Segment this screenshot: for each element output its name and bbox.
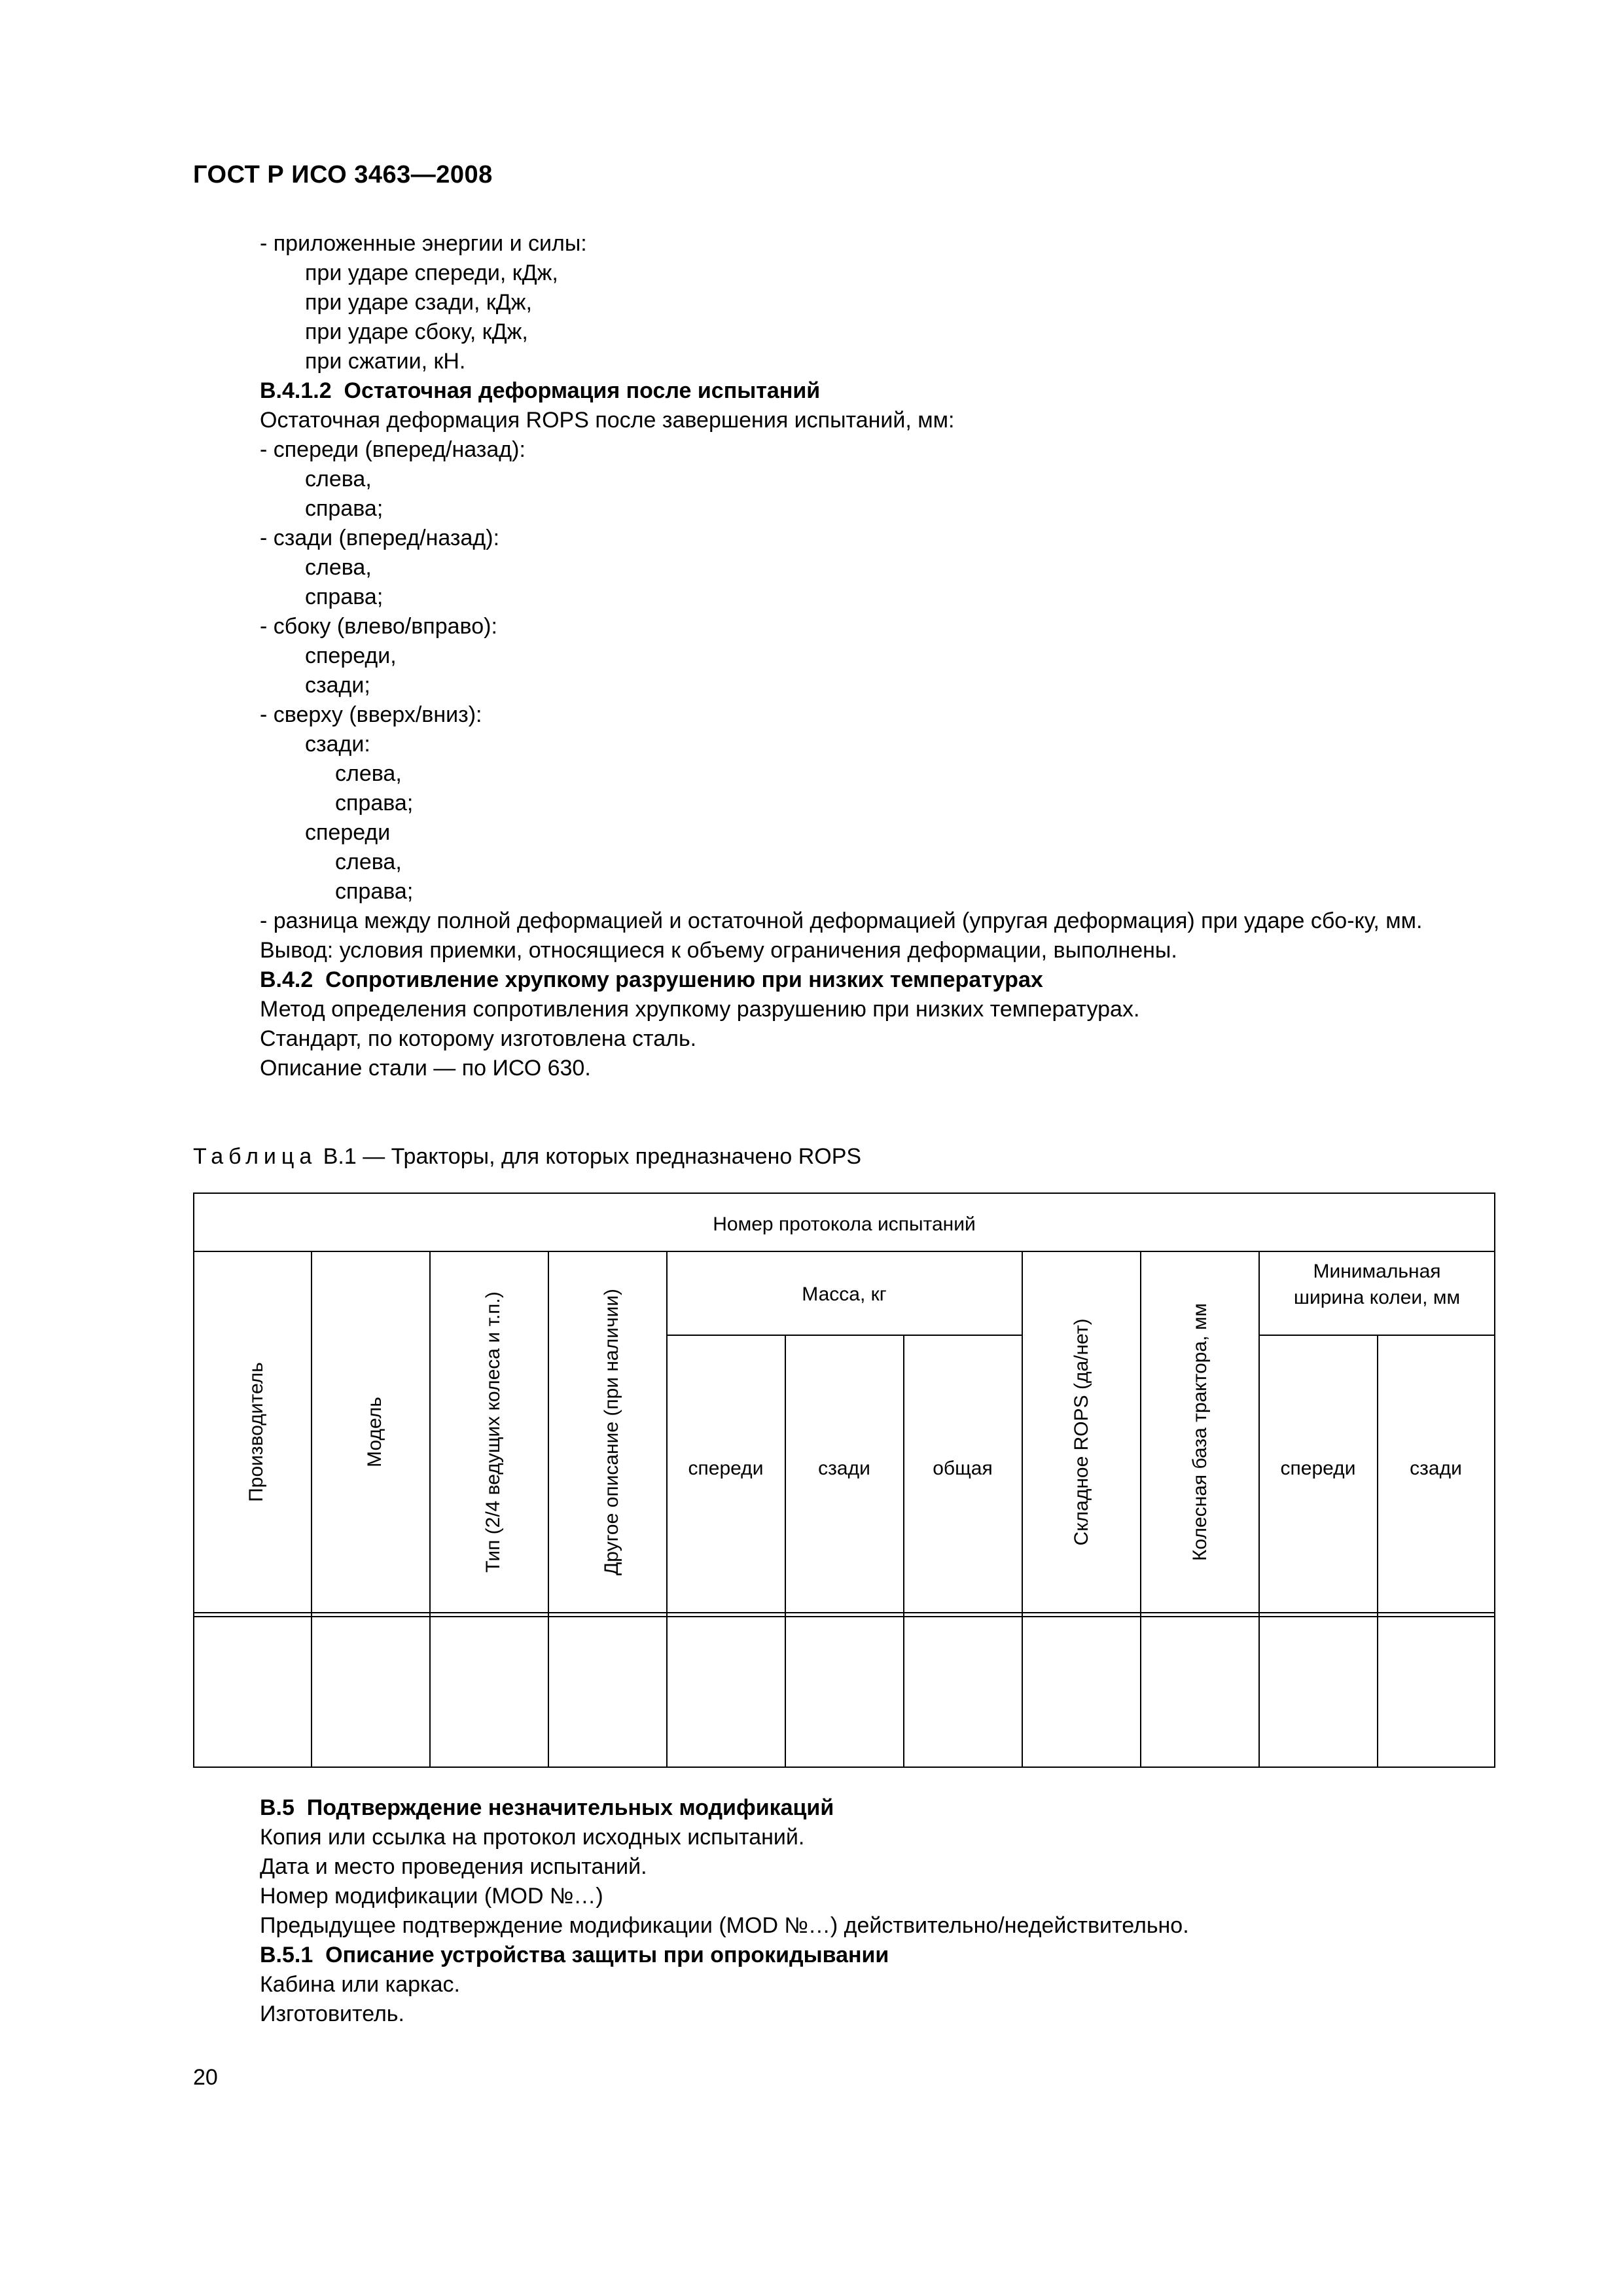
b5-copy: Копия или ссылка на протокол исходных испытаний.: [260, 1825, 805, 1850]
col-model: Модель: [364, 1397, 385, 1467]
energy-side: при ударе сбоку, кДж,: [305, 319, 528, 344]
energy-compression: при сжатии, кН.: [305, 349, 466, 374]
top-rear-left: слева,: [335, 761, 402, 786]
energies-intro: - приложенные энергии и силы:: [260, 231, 587, 256]
col-folding-rops: Складное ROPS (да/нет): [1071, 1318, 1092, 1546]
section-heading-b51: В.5.1 Описание устройства защиты при опрокидывании: [260, 1943, 889, 1967]
col-wheelbase: Колесная база трактора, мм: [1189, 1302, 1211, 1562]
b42-method: Метод определения сопротивления хрупкому разрушению при низких температурах.: [260, 997, 1140, 1022]
top-item: - сверху (вверх/вниз):: [260, 702, 482, 727]
b5-date: Дата и место проведения испытаний.: [260, 1854, 647, 1879]
top-front: спереди: [305, 820, 391, 845]
table-lines: [194, 1193, 1495, 1767]
difference-item: - разница между полной деформацией и остаточной деформацией (упругая деформация) при ударе сбо-ку, мм.: [260, 908, 1423, 933]
b51-maker: Изготовитель.: [260, 2001, 404, 2026]
group-track-line2: ширина колеи, мм: [1293, 1287, 1461, 1308]
page-number: 20: [193, 2065, 218, 2090]
section-heading-b412: В.4.1.2 Остаточная деформация после испытаний: [260, 378, 821, 403]
section-b5: [170, 1793, 1512, 2029]
b51-cab: Кабина или каркас.: [260, 1972, 460, 1997]
side-item: - сбоку (влево/вправо):: [260, 614, 497, 639]
b412-intro: Остаточная деформация ROPS после завершения испытаний, мм:: [260, 408, 955, 433]
section-heading-b5: В.5 Подтверждение незначительных модификаций: [260, 1795, 834, 1820]
mass-total: общая: [933, 1458, 993, 1479]
table-caption-label: Таблица: [193, 1144, 317, 1169]
b5-previous: Предыдущее подтверждение модификации (MOD №…) действительно/недействительно.: [260, 1913, 1189, 1938]
group-track-line1: Минимальная: [1313, 1261, 1441, 1282]
top-front-left: слева,: [335, 850, 402, 874]
front-item: - спереди (вперед/назад):: [260, 437, 526, 462]
header-test-report-number: Номер протокола испытаний: [713, 1213, 976, 1235]
side-front: спереди,: [305, 643, 397, 668]
col-manufacturer: Производитель: [245, 1362, 267, 1502]
table-border: [194, 1193, 1495, 1767]
conclusion: Вывод: условия приемки, относящиеся к объему ограничения деформации, выполнены.: [260, 938, 1177, 963]
main-text: [170, 229, 1512, 1083]
top-front-right: справа;: [335, 879, 414, 904]
rear-right: справа;: [305, 584, 383, 609]
rear-item: - сзади (вперед/назад):: [260, 526, 500, 550]
b42-standard: Стандарт, по которому изготовлена сталь.: [260, 1026, 697, 1051]
table-b1: [193, 1193, 1495, 1772]
b42-steel: Описание стали — по ИСО 630.: [260, 1056, 591, 1081]
mass-rear: сзади: [818, 1458, 870, 1479]
front-left: слева,: [305, 467, 372, 492]
top-rear: сзади:: [305, 732, 370, 757]
col-type: Тип (2/4 ведущих колеса и т.п.): [482, 1291, 504, 1573]
track-rear: сзади: [1410, 1458, 1462, 1479]
table-caption: [193, 1142, 861, 1172]
table-b1-grid: [193, 1193, 1495, 1768]
mass-front: спереди: [688, 1458, 764, 1479]
energy-front: при ударе спереди, кДж,: [305, 260, 558, 285]
rear-left: слева,: [305, 555, 372, 580]
col-other-description: Другое описание (при наличии): [601, 1288, 622, 1576]
top-rear-right: справа;: [335, 791, 414, 816]
document-header: ГОСТ Р ИСО 3463—2008: [193, 161, 493, 188]
section-heading-b42: В.4.2 Сопротивление хрупкому разрушению при низких температурах: [260, 967, 1043, 992]
front-right: справа;: [305, 496, 383, 521]
group-mass: Масса, кг: [802, 1283, 887, 1305]
energy-rear: при ударе сзади, кДж,: [305, 290, 532, 315]
table-caption-text: В.1 — Тракторы, для которых предназначено ROPS: [317, 1144, 862, 1169]
side-rear: сзади;: [305, 673, 370, 698]
b5-mod-number: Номер модификации (MOD №…): [260, 1884, 603, 1909]
table-labels: [245, 1213, 1462, 1575]
track-front: спереди: [1280, 1458, 1356, 1479]
